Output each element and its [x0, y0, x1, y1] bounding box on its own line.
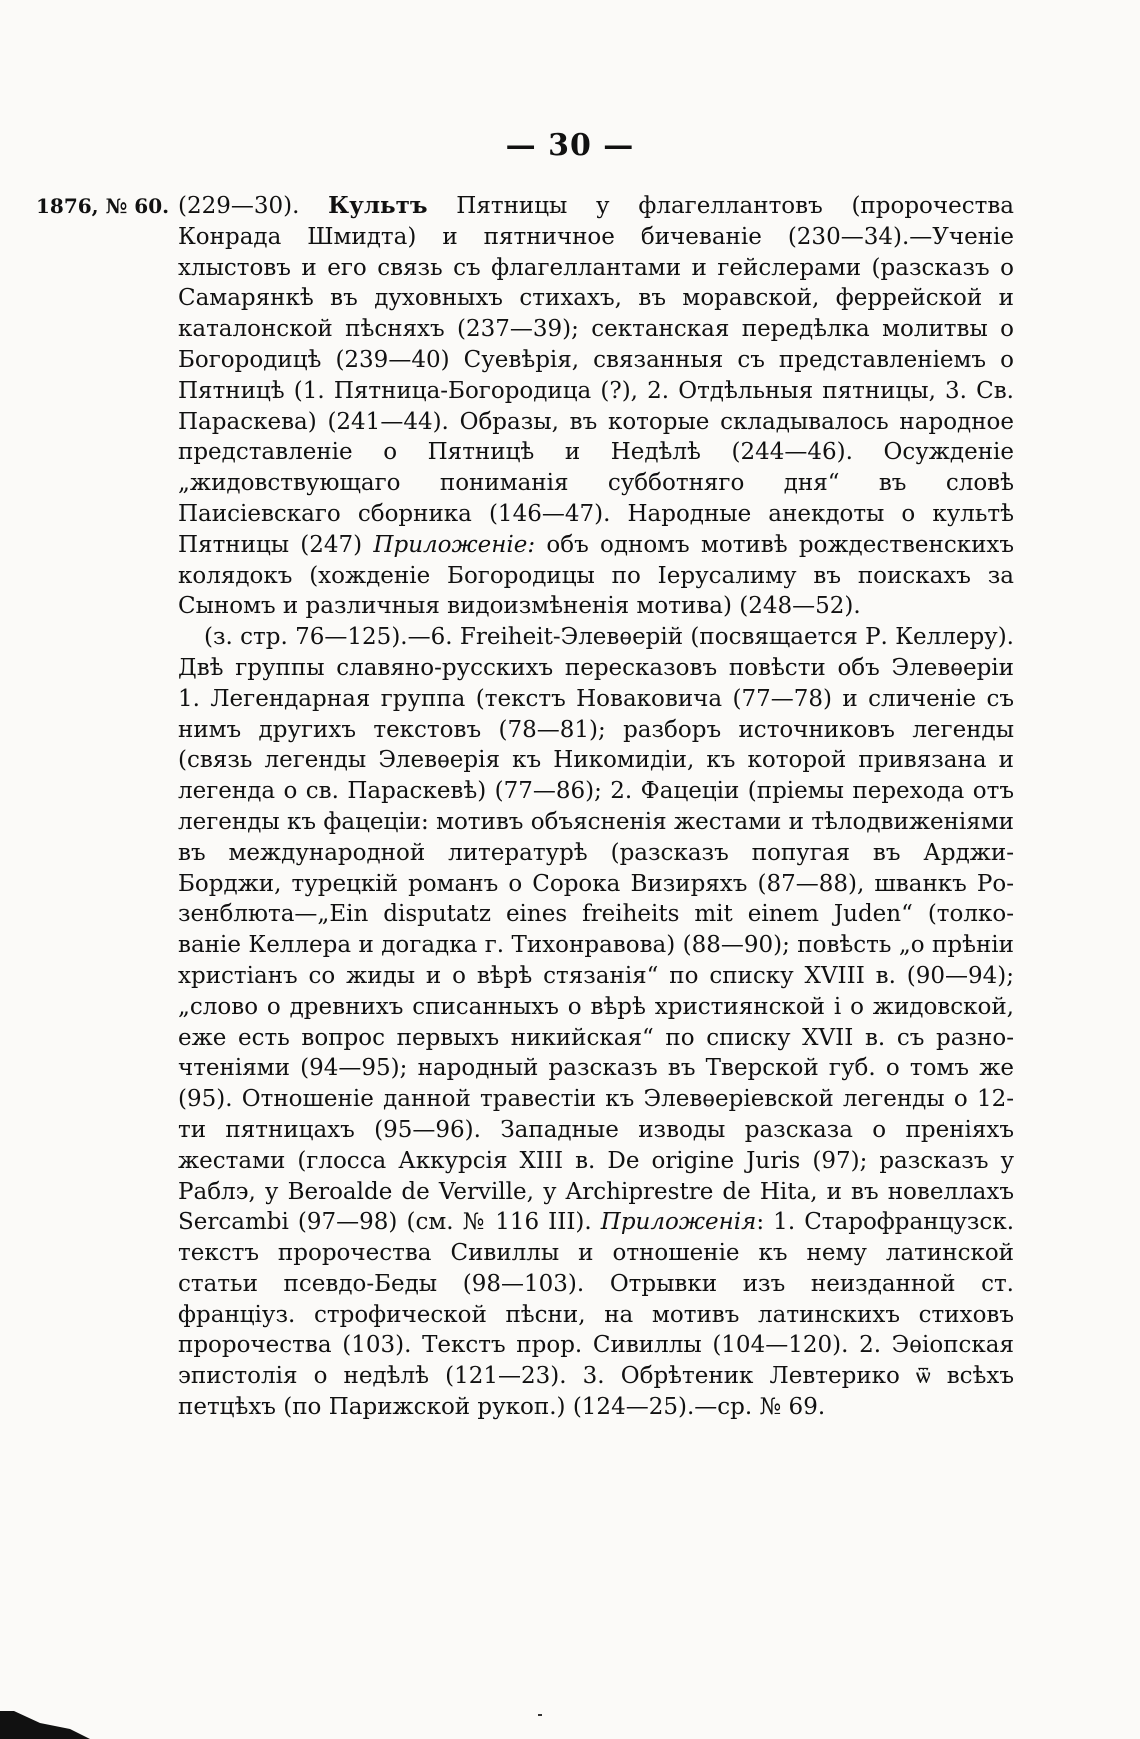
scan-speck	[538, 1714, 542, 1716]
paragraph-2-appendix-label: Приложенія	[600, 1209, 757, 1236]
paragraph-2	[178, 622, 1014, 1423]
page-number: — 30 —	[505, 128, 635, 163]
paragraph-1-text: объ одномъ мотивѣ рождественскихъ колядокъ (хожденіе Богородицы по Іерусалиму въ поискахъ за Сыномъ и различныя видоизмѣненія мотива) (248—52).	[178, 531, 1015, 620]
paragraph-1-appendix-label: Приложеніе:	[373, 531, 536, 558]
issue-reference: 1876, № 60.	[36, 194, 170, 218]
paragraph-1-bold-term: Культъ	[328, 192, 428, 219]
paragraph-1	[178, 191, 1014, 622]
paragraph-2-text: (з. стр. 76—125).—6. Freiheit-Элевѳерій (посвящается Р. Келлеру). Двѣ группы славяно-русскихъ пересказовъ повѣсти объ Элевѳеріи 1. Легендарная группа (текстъ Новаковича (77—78) и сличеніе съ нимъ другихъ текстовъ (78—81); разборъ источниковъ легенды (связь легенды Элевѳерія къ Никомидіи, къ которой привязана и легенда о св. Параскевѣ) (77—86); 2. Фацеціи (пріемы перехода отъ легенды къ фацеціи: мотивъ объясненія жестами и тѣлодвиженіями въ международной литературѣ (разсказъ попугая въ Арджи-Борджи, турецкій романъ о Сорока Визиряхъ (87—88), шванкъ Розенблюта—„Ein disputatz eines freiheits mit einem Juden“ (толкованіе Келлера и догадка г. Тихонравова) (88—90); повѣсть „о прѣніи христіанъ со жиды и о вѣрѣ стязанія“ по списку XVIII в. (90—94); „слово о древнихъ списанныхъ о вѣрѣ християнской і о жидовской, еже есть вопрос первыхъ никийская“ по списку XVII в. съ разночтеніями (94—95); народный разсказъ въ Тверской губ. о томъ же (95). Отношеніе данной травестіи къ Элевѳеріевской легенды о 12-ти пятницахъ (95—96). Западные изводы разсказа о преніяхъ жестами (глосса Аккурсія XIII в. De origine Juris (97); разсказъ у Раблэ, у Beroalde de Verville, у Archiprestre de Hita, и въ новеллахъ Sercambi (97—98) (см. № 116 III).	[178, 624, 1014, 1236]
paragraph-1-text: Пятницы у флагеллантовъ (пророчества Конрада Шмидта) и пятничное бичеваніе (230—34).—Ученіе хлыстовъ и его связь съ флагеллантами и гейслерами (разсказъ о Самарянкѣ въ духовныхъ стихахъ, въ моравской, феррейской и каталонской пѣсняхъ (237—39); сектанская передѣлка молитвы о Богородицѣ (239—40) Суевѣрія, связанныя съ представленіемъ о Пятницѣ (1. Пятница-Богородица (?), 2. Отдѣльныя пятницы, 3. Св. Параскева) (241—44). Образы, въ которые складывалось народное представленіе о Пятницѣ и Недѣлѣ (244—46). Осужденіе „жидовствующаго пониманія субботняго дня“ въ словѣ Паисіевскаго сборника (146—47). Народные анекдоты о культѣ Пятницы (247)	[178, 193, 1014, 558]
paragraph-2-text: : 1. Старофранцузск. текстъ пророчества Сивиллы и отношеніе къ нему латинской статьи псевдо-Беды (98—103). Отрывки изъ неизданной ст. франціуз. строфической пѣсни, на мотивъ латинскихъ стиховъ пророчества (103). Текстъ прор. Сивиллы (104—120). 2. Эѳіопская эпистолія о недѣлѣ (121—23). 3. Обрѣтеник Левтерико ѿ всѣхъ петцѣхъ (по Парижской рукоп.) (124—25).—ср. № 69.	[178, 1209, 1015, 1421]
main-text	[178, 191, 1014, 1423]
paragraph-1-text: (229—30).	[178, 193, 329, 219]
scan-corner-mark	[0, 1711, 90, 1739]
